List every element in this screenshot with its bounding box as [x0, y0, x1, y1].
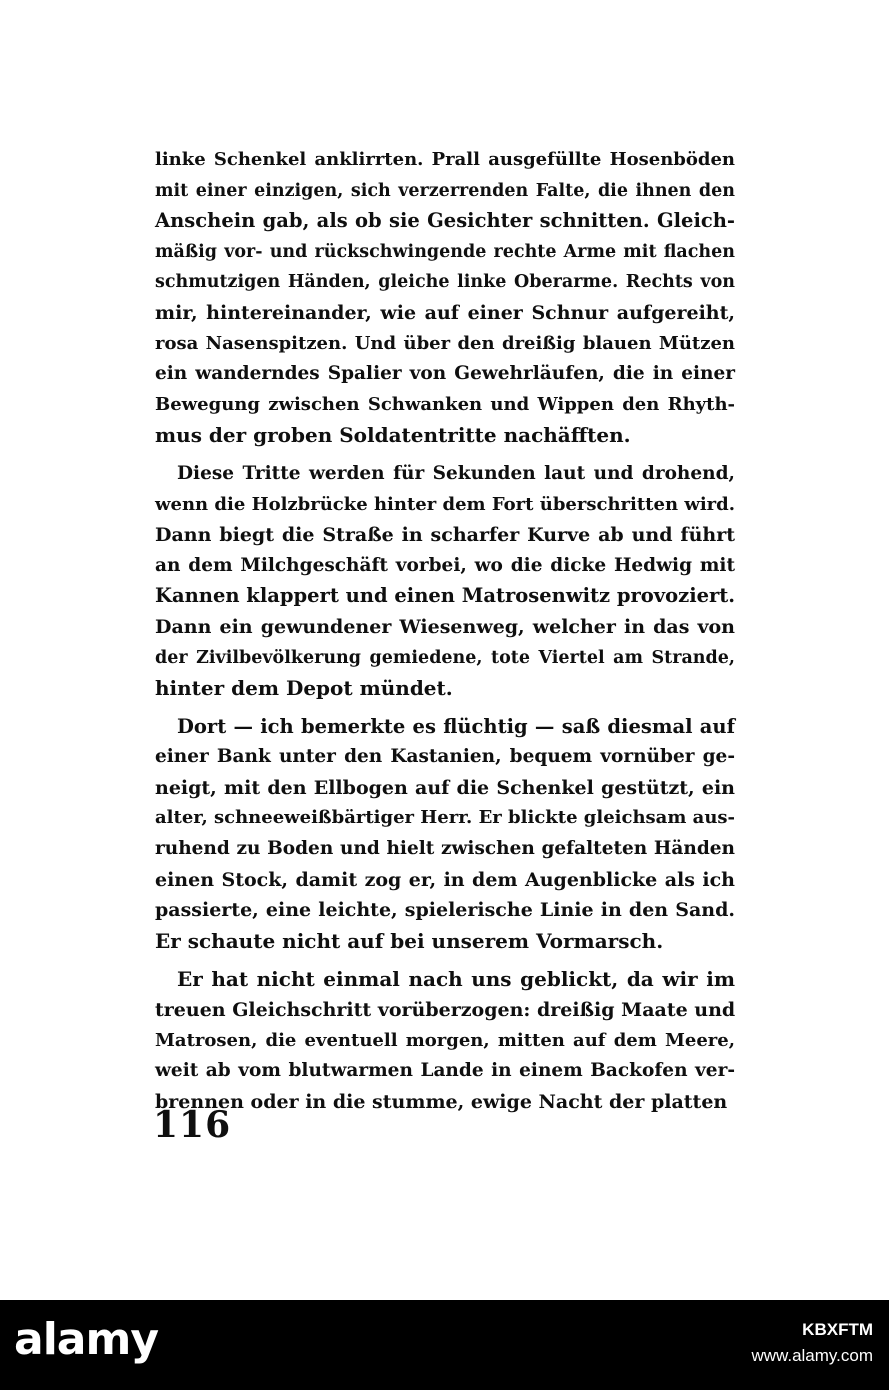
- text-line: Dort — ich bemerkte es flüchtig — saß diesmal auf: [177, 714, 735, 738]
- text-line: an dem Milchgeschäft vorbei, wo die dicke Hedwig mit: [155, 554, 735, 576]
- text-line: passierte, eine leichte, spielerische Linie in den Sand.: [155, 899, 735, 922]
- text-line: Dann biegt die Straße in scharfer Kurve ab und führt: [155, 524, 735, 547]
- text-line: Dann ein gewundener Wiesenweg, welcher in das von: [155, 615, 735, 638]
- image-id: KBXFTM: [802, 1320, 873, 1339]
- text-line: linke Schenkel anklirrten. Prall ausgefüllte Hosenböden: [155, 149, 735, 170]
- text-line: Er schaute nicht auf bei unserem Vormarsch.: [155, 928, 664, 953]
- text-line: weit ab vom blutwarmen Lande in einem Backofen ver-: [155, 1060, 735, 1082]
- paragraph-gap: [155, 704, 735, 712]
- paragraph: [155, 459, 735, 704]
- text-line: einen Stock, damit zog er, in dem Augenblicke als ich: [155, 868, 735, 891]
- text-line: hinter dem Depot mündet.: [155, 676, 453, 701]
- paragraph-gap: [155, 956, 735, 964]
- site-url: www.alamy.com: [751, 1346, 873, 1365]
- text-line: Kannen klappert und einen Matrosenwitz provoziert.: [155, 584, 736, 608]
- paragraph: [155, 712, 735, 957]
- text-line: mir, hintereinander, wie auf einer Schnur aufgereiht,: [155, 301, 735, 324]
- text-line: Bewegung zwischen Schwanken und Wippen den Rhyth-: [155, 393, 735, 415]
- paragraph: [155, 145, 735, 451]
- page-number: 116: [153, 1104, 232, 1146]
- watermark-footer: [0, 1300, 889, 1390]
- alamy-logo: alamy: [14, 1314, 158, 1365]
- text-line: ein wanderndes Spalier von Gewehrläufen, die in einer: [155, 363, 735, 385]
- text-line: brennen oder in die stumme, ewige Nacht der platten: [155, 1090, 728, 1113]
- text-line: Matrosen, die eventuell morgen, mitten auf dem Meere,: [155, 1029, 735, 1051]
- paragraph: [155, 964, 735, 1117]
- text-line: Anschein gab, als ob sie Gesichter schnitten. Gleich-: [155, 209, 735, 233]
- body-text: [155, 145, 735, 1117]
- text-line: treuen Gleichschritt vorüberzogen: dreißig Maate und: [155, 999, 736, 1022]
- text-line: alter, schneeweißbärtiger Herr. Er blickte gleichsam aus-: [155, 807, 736, 829]
- text-line: Diese Tritte werden für Sekunden laut und drohend,: [177, 462, 735, 484]
- text-line: wenn die Holzbrücke hinter dem Fort überschritten wird.: [155, 493, 735, 515]
- paragraph-gap: [155, 451, 735, 459]
- text-line: schmutzigen Händen, gleiche linke Oberarme. Rechts von: [155, 272, 735, 293]
- text-line: rosa Nasenspitzen. Und über den dreißig blauen Mützen: [155, 332, 735, 354]
- text-line: neigt, mit den Ellbogen auf die Schenkel gestützt, ein: [155, 776, 735, 799]
- text-line: ruhend zu Boden und hielt zwischen gefalteten Händen: [155, 838, 735, 860]
- text-line: mit einer einzigen, sich verzerrenden Falte, die ihnen den: [155, 180, 735, 201]
- text-line: mus der groben Soldatentritte nachäfften.: [155, 423, 631, 448]
- text-line: einer Bank unter den Kastanien, bequem vornüber ge-: [155, 746, 735, 768]
- text-line: Er hat nicht einmal nach uns geblickt, da wir im: [177, 967, 735, 992]
- text-line: der Zivilbevölkerung gemiedene, tote Viertel am Strande,: [155, 647, 735, 668]
- text-line: mäßig vor- und rückschwingende rechte Arme mit flachen: [155, 241, 735, 262]
